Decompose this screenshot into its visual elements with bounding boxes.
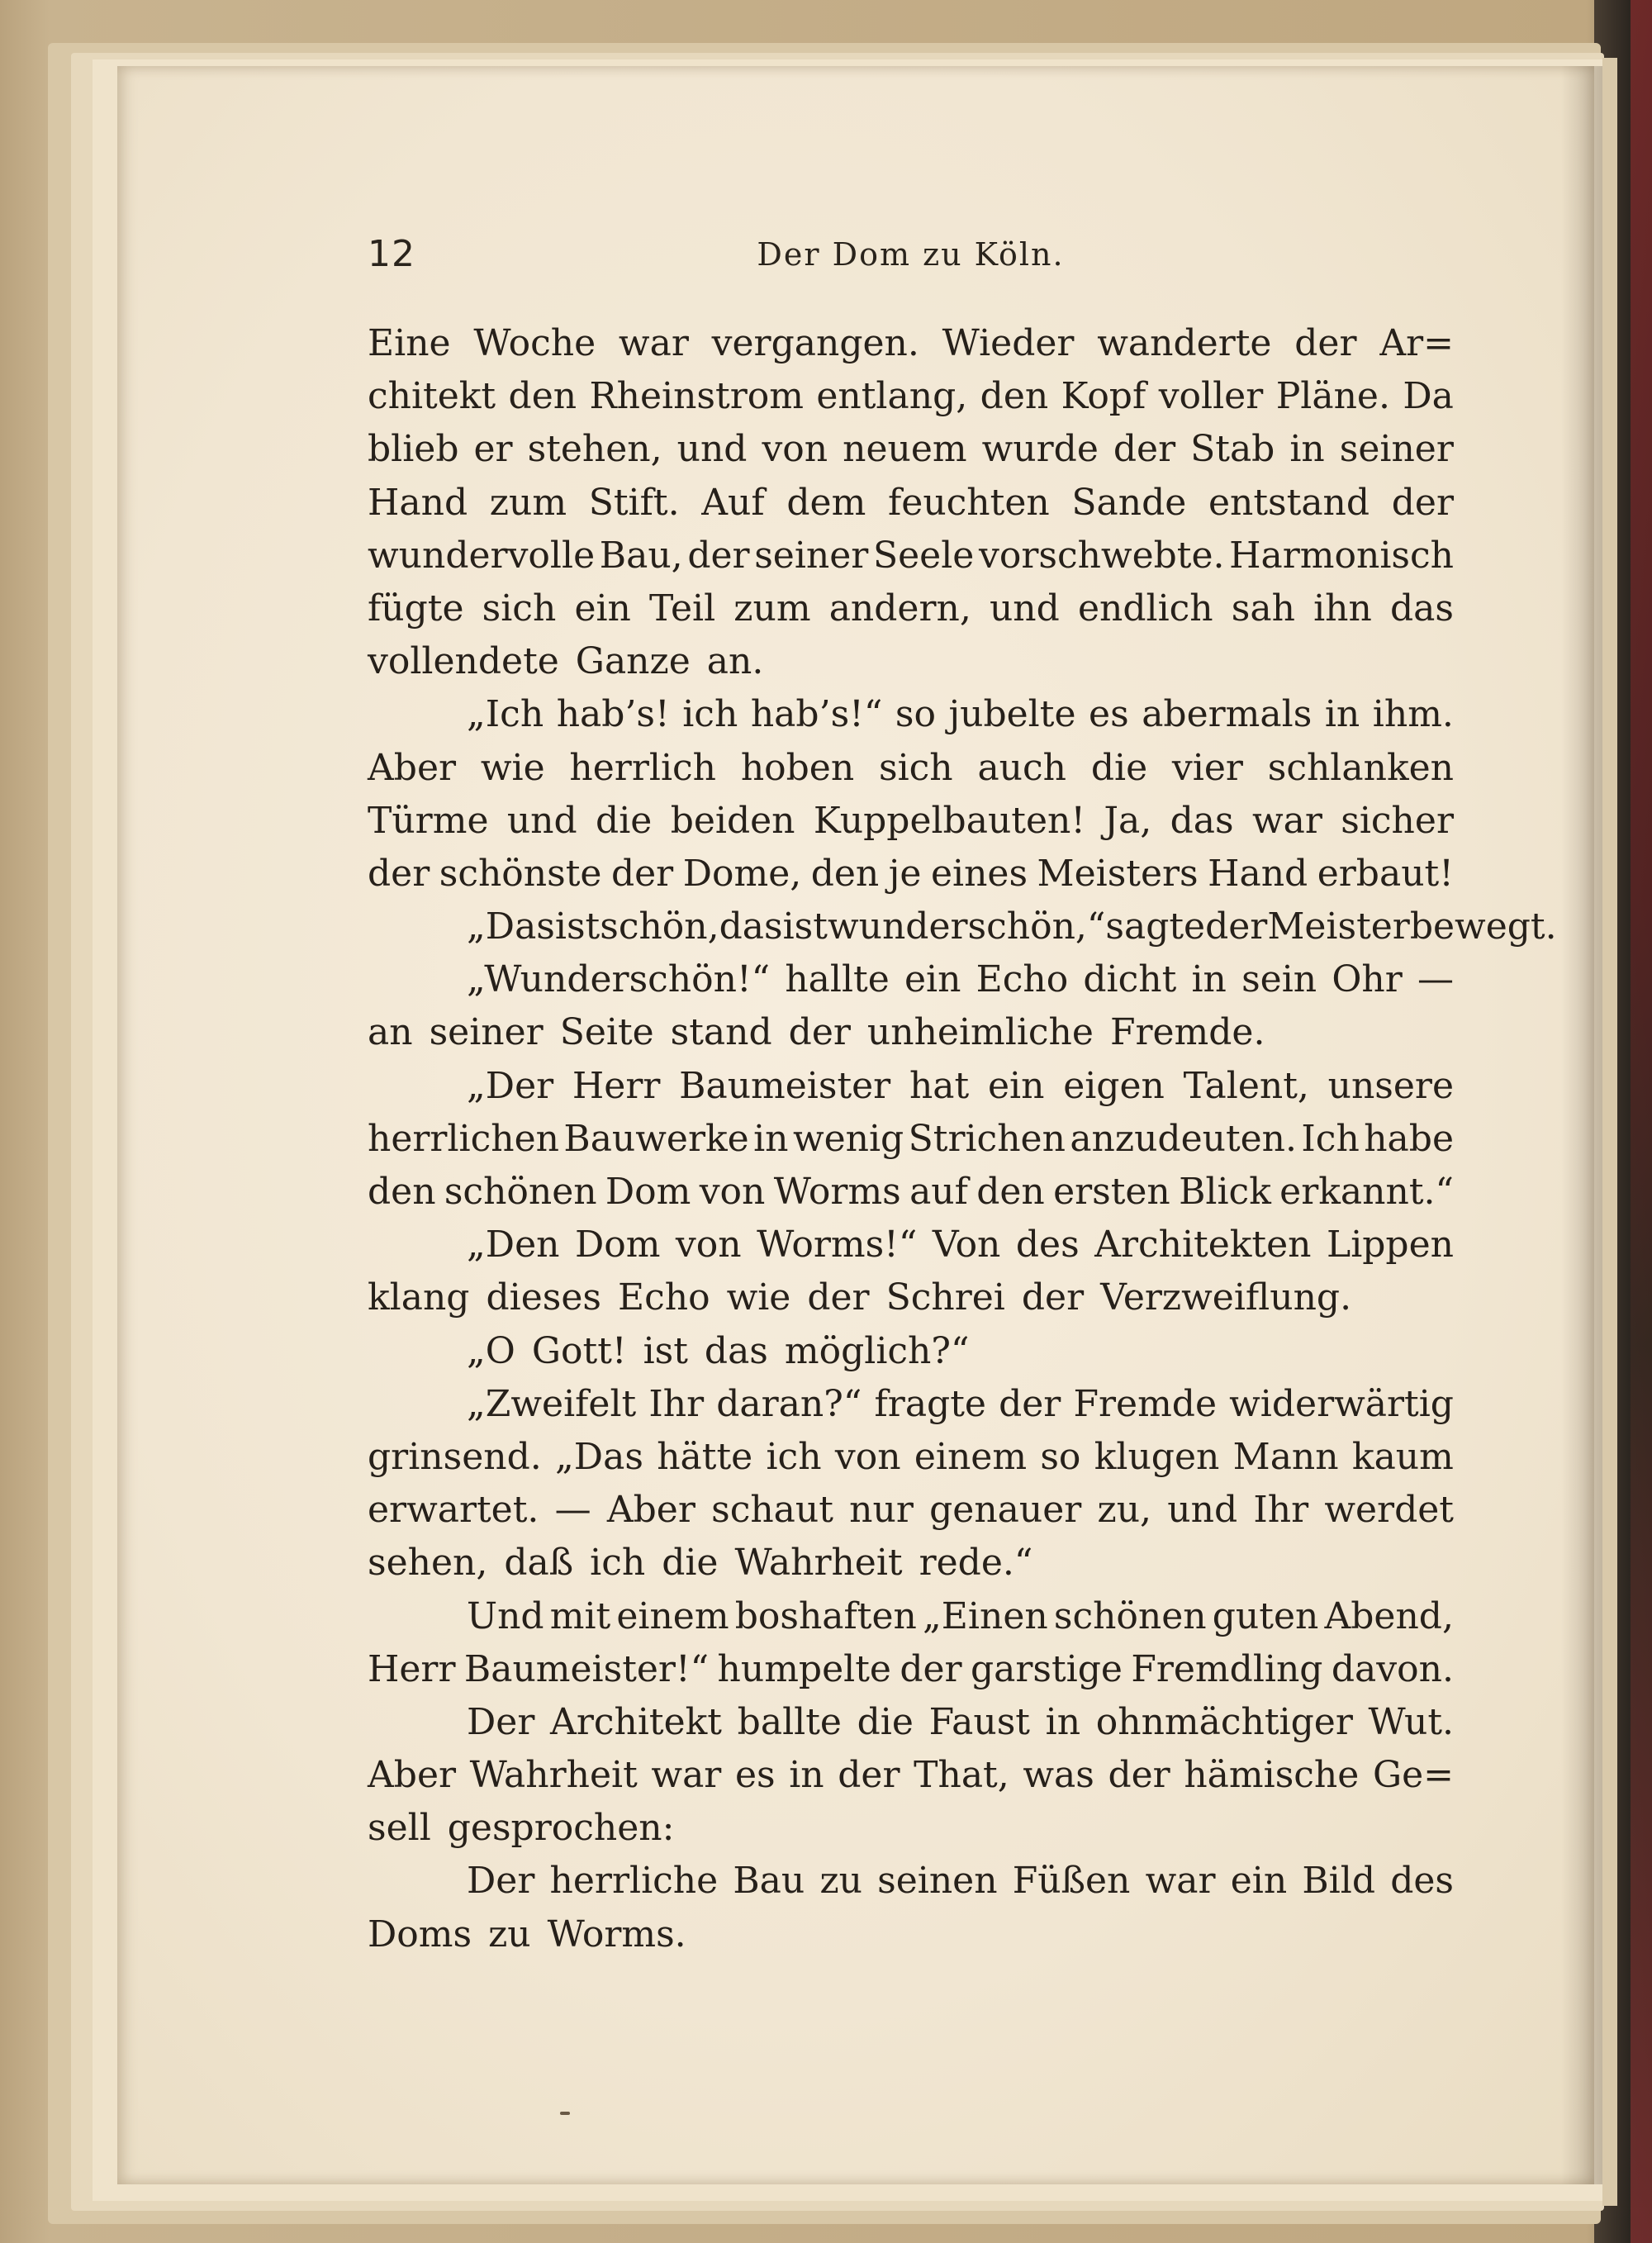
word: es	[734, 1754, 776, 1797]
word: möglich?“	[784, 1329, 970, 1372]
ink-speck	[560, 2112, 570, 2115]
word: in	[1289, 428, 1325, 471]
word: schön,	[600, 905, 719, 948]
facing-page-edge	[1602, 58, 1617, 2206]
page-header	[368, 233, 1454, 283]
word: wenig	[792, 1117, 904, 1160]
word: in	[789, 1754, 824, 1797]
word: Der	[467, 1860, 535, 1903]
word: Der	[467, 1700, 535, 1743]
word: sehen,	[368, 1542, 488, 1585]
word: feuchten	[888, 481, 1050, 524]
text-line	[368, 901, 1557, 953]
word: Pläne.	[1275, 375, 1390, 418]
word: Und	[467, 1594, 544, 1637]
text-line	[368, 1219, 1454, 1271]
page-number: 12	[368, 233, 415, 275]
word: das	[719, 905, 783, 948]
word: und	[989, 587, 1060, 630]
word: wundervolle	[368, 534, 596, 577]
word: daß	[504, 1542, 574, 1585]
text-line	[368, 1855, 1454, 1908]
word: „O	[467, 1329, 515, 1372]
word: Wieder	[942, 322, 1075, 364]
word: sell	[368, 1807, 431, 1850]
word: „Das	[555, 1435, 643, 1478]
word: Hand	[1208, 852, 1308, 895]
word: er	[473, 428, 513, 471]
word: Ihr	[1253, 1489, 1309, 1532]
word: Fremde.	[1109, 1011, 1265, 1054]
word: ihn	[1313, 587, 1372, 630]
word: Ge=	[1372, 1754, 1454, 1797]
word: wanderte	[1097, 322, 1272, 364]
word: Doms	[368, 1913, 472, 1955]
word: Worms	[773, 1171, 901, 1213]
word: ballte	[737, 1700, 842, 1743]
word: ein	[987, 1064, 1045, 1107]
word: was	[1023, 1754, 1094, 1797]
word: Baumeister!“	[463, 1647, 710, 1690]
word: in	[1045, 1700, 1081, 1743]
word: Wahrheit	[734, 1542, 903, 1585]
word: von	[762, 428, 828, 471]
word: Dom	[605, 1171, 691, 1213]
word: —	[1417, 958, 1454, 1001]
word: vier	[1171, 746, 1243, 789]
word: ihm.	[1372, 693, 1454, 736]
word: den	[368, 1171, 436, 1213]
word: das	[1170, 799, 1234, 842]
word: zu	[819, 1860, 862, 1903]
word: der	[1294, 322, 1357, 364]
word: und	[1167, 1489, 1238, 1532]
word: Schrei	[885, 1276, 1005, 1319]
word: habe	[1364, 1117, 1454, 1160]
word: Da	[1403, 375, 1454, 418]
running-head: Der Dom zu Köln.	[757, 236, 1065, 273]
word: der	[1205, 905, 1268, 948]
word: That,	[914, 1754, 1009, 1797]
word: grinsend.	[368, 1435, 542, 1478]
word: Eine	[368, 322, 451, 364]
word: Fremdling	[1131, 1647, 1323, 1690]
word: Herr	[368, 1647, 456, 1690]
word: erkannt.“	[1279, 1171, 1454, 1213]
text-line	[368, 1431, 1454, 1484]
text-line	[368, 370, 1454, 423]
word: genauer	[929, 1489, 1082, 1532]
word: Architekt	[550, 1700, 722, 1743]
word: Bau	[733, 1860, 805, 1903]
word: von	[699, 1171, 766, 1213]
word: „Das	[467, 905, 555, 948]
word: beiden	[670, 799, 795, 842]
word: der	[999, 1382, 1061, 1425]
word: des	[1015, 1224, 1080, 1266]
word: der	[610, 852, 674, 895]
word: je	[888, 852, 922, 895]
word: einem	[616, 1594, 729, 1637]
word: so	[895, 693, 936, 736]
text-line	[368, 477, 1454, 530]
word: Echo	[976, 958, 1069, 1001]
text-line	[368, 1271, 1454, 1324]
word: ersten	[1053, 1171, 1170, 1213]
word: endlich	[1077, 587, 1213, 630]
text-line	[368, 1484, 1454, 1537]
word: humpelte	[717, 1647, 891, 1690]
text-line	[368, 1696, 1454, 1749]
word: der	[838, 1754, 900, 1797]
word: den	[810, 852, 880, 895]
word: Woche	[473, 322, 596, 364]
word: schönen	[1053, 1594, 1207, 1637]
word: sah	[1231, 587, 1295, 630]
word: blieb	[368, 428, 459, 471]
word: Aber	[368, 1754, 457, 1797]
word: Bauwerke	[563, 1117, 749, 1160]
word: entstand	[1208, 481, 1370, 524]
word: mit	[549, 1594, 611, 1637]
word: gesprochen:	[447, 1807, 675, 1850]
text-line	[368, 1749, 1454, 1802]
word: Füßen	[1012, 1860, 1131, 1903]
word: Faust	[928, 1700, 1030, 1743]
word: —	[554, 1489, 591, 1532]
word: nur	[849, 1489, 914, 1532]
word: unsere	[1327, 1064, 1454, 1107]
text-line	[368, 635, 1454, 688]
word: Sande	[1071, 481, 1187, 524]
word: Echo	[617, 1276, 710, 1319]
word: das	[1389, 587, 1454, 630]
word: Fremde	[1073, 1382, 1217, 1425]
word: erbaut!	[1317, 852, 1454, 895]
text-line	[368, 1378, 1454, 1431]
word: seinen	[877, 1860, 998, 1903]
word: „Der	[467, 1064, 554, 1107]
word: den	[980, 375, 1049, 418]
gutter-shadow	[1561, 66, 1602, 2184]
word: zum	[489, 481, 567, 524]
text-line	[368, 530, 1454, 582]
word: Stab	[1190, 428, 1275, 471]
word: vollendete	[368, 640, 559, 683]
word: bewegt.	[1409, 905, 1557, 948]
word: jubelte	[948, 693, 1076, 736]
word: war	[651, 1754, 722, 1797]
word: der	[807, 1276, 870, 1319]
word: schönste	[439, 852, 602, 895]
word: Von	[932, 1224, 1001, 1266]
book-red-edge	[1631, 0, 1652, 2243]
word: erwartet.	[368, 1489, 539, 1532]
word: herrlichen	[368, 1117, 559, 1160]
text-line	[368, 1113, 1454, 1166]
word: den	[976, 1171, 1045, 1213]
word: der	[788, 1011, 851, 1054]
word: „Den	[467, 1224, 560, 1266]
word: zu,	[1097, 1489, 1152, 1532]
word: boshaften	[734, 1594, 917, 1637]
word: ohnmächtiger	[1095, 1700, 1353, 1743]
word: werdet	[1324, 1489, 1454, 1532]
word: fragte	[874, 1382, 986, 1425]
word: Lippen	[1326, 1224, 1454, 1266]
word: Meisters	[1037, 852, 1199, 895]
word: die	[1090, 746, 1148, 789]
word: Architekten	[1094, 1224, 1312, 1266]
word: der	[900, 1647, 962, 1690]
word: hätte	[657, 1435, 753, 1478]
word: ist	[554, 905, 601, 948]
word: entlang,	[816, 375, 968, 418]
word: ein	[1230, 1860, 1288, 1903]
word: herrliche	[549, 1860, 719, 1903]
word: Strichen	[908, 1117, 1066, 1160]
word: Seele	[872, 534, 975, 577]
word: in	[1324, 693, 1360, 736]
text-line	[368, 582, 1454, 635]
word: ich	[682, 693, 738, 736]
word: Meister	[1267, 905, 1410, 948]
word: war	[1251, 799, 1322, 842]
word: kaum	[1351, 1435, 1454, 1478]
word: stehen,	[527, 428, 662, 471]
word: die	[857, 1700, 914, 1743]
word: eines	[930, 852, 1028, 895]
word: so	[1040, 1435, 1081, 1478]
word: der	[368, 852, 430, 895]
word: Verzweiflung.	[1100, 1276, 1352, 1319]
word: Ich	[1301, 1117, 1360, 1160]
word: die	[596, 799, 653, 842]
text-line	[368, 848, 1454, 901]
word: Bau,	[599, 534, 683, 577]
word: unheimliche	[866, 1011, 1094, 1054]
word: eigen	[1063, 1064, 1165, 1107]
word: ein	[904, 958, 961, 1001]
word: Ganze	[575, 640, 691, 683]
word: „Wunderschön!“	[467, 958, 771, 1001]
word: Wut.	[1368, 1700, 1454, 1743]
text-line	[368, 1325, 1454, 1378]
word: zu	[488, 1913, 531, 1955]
text-line	[368, 795, 1454, 848]
word: hab’s!“	[750, 693, 883, 736]
text-line	[368, 423, 1454, 476]
word: dicht	[1083, 958, 1177, 1001]
word: Dome,	[682, 852, 802, 895]
text-line	[368, 1802, 1454, 1855]
word: die	[662, 1542, 719, 1585]
word: sein	[1241, 958, 1317, 1001]
word: hämische	[1184, 1754, 1360, 1797]
word: Herr	[572, 1064, 661, 1107]
word: voller	[1158, 375, 1264, 418]
word: Baumeister	[679, 1064, 891, 1107]
word: Türme	[368, 799, 489, 842]
word: Auf	[701, 481, 765, 524]
word: chitekt	[368, 375, 496, 418]
word: und	[676, 428, 748, 471]
word: widerwärtig	[1229, 1382, 1454, 1425]
word: klang	[368, 1276, 470, 1319]
word: „Zweifelt	[467, 1382, 637, 1425]
text-line	[368, 1908, 1454, 1961]
word: auch	[977, 746, 1067, 789]
word: hab’s!	[556, 693, 670, 736]
word: des	[1390, 1860, 1454, 1903]
text-line	[368, 1166, 1454, 1219]
word: davon.	[1331, 1647, 1454, 1690]
body-text	[368, 317, 1557, 1961]
word: Ohr	[1332, 958, 1403, 1001]
word: abermals	[1142, 693, 1313, 736]
word: fügte	[368, 587, 464, 630]
word: hallte	[785, 958, 890, 1001]
word: Ihr	[648, 1382, 705, 1425]
word: wie	[480, 746, 545, 789]
text-line	[368, 1590, 1454, 1643]
word: Harmonisch	[1229, 534, 1454, 577]
word: Talent,	[1183, 1064, 1309, 1107]
word: „Ich	[467, 693, 544, 736]
word: seiner	[754, 534, 869, 577]
word: daran?“	[716, 1382, 862, 1425]
word: schlanken	[1267, 746, 1454, 789]
word: Seite	[559, 1011, 654, 1054]
word: schaut	[711, 1489, 833, 1532]
text-line	[368, 1060, 1454, 1113]
text-line	[368, 1643, 1454, 1696]
word: dem	[786, 481, 866, 524]
word: schönen	[444, 1171, 597, 1213]
word: Worms!“	[757, 1224, 918, 1266]
word: sich	[482, 587, 557, 630]
word: sich	[879, 746, 953, 789]
word: vorschwebte.	[978, 534, 1225, 577]
word: in	[753, 1117, 789, 1160]
word: den	[508, 375, 577, 418]
word: Stift.	[588, 481, 680, 524]
word: Gott!	[531, 1329, 627, 1372]
word: herrlich	[569, 746, 716, 789]
word: Rheinstrom	[589, 375, 804, 418]
word: neuem	[843, 428, 967, 471]
word: zum	[733, 587, 811, 630]
word: klugen	[1094, 1435, 1220, 1478]
word: wunderschön,“	[827, 905, 1106, 948]
word: war	[1145, 1860, 1216, 1903]
word: vergangen.	[711, 322, 919, 364]
text-line	[368, 688, 1454, 741]
word: Aber	[606, 1489, 695, 1532]
word: an.	[706, 640, 764, 683]
word: Bild	[1302, 1860, 1375, 1903]
word: ich	[590, 1542, 646, 1585]
word: stand	[670, 1011, 772, 1054]
word: der	[1113, 428, 1176, 471]
word: Mann	[1232, 1435, 1339, 1478]
word: andern,	[828, 587, 971, 630]
word: garstige	[970, 1647, 1123, 1690]
word: Abend,	[1324, 1594, 1454, 1637]
word: sagte	[1105, 905, 1206, 948]
word: ist	[782, 905, 828, 948]
word: anzudeuten.	[1070, 1117, 1298, 1160]
word: und	[506, 799, 577, 842]
word: ein	[574, 587, 631, 630]
word: es	[1089, 693, 1129, 736]
word: „Einen	[923, 1594, 1048, 1637]
word: einem	[914, 1435, 1028, 1478]
word: rede.“	[919, 1542, 1033, 1585]
text-line	[368, 1006, 1454, 1059]
word: Aber	[368, 746, 457, 789]
word: der	[1021, 1276, 1085, 1319]
word: an	[368, 1011, 413, 1054]
word: Ja,	[1104, 799, 1152, 842]
word: ich	[766, 1435, 822, 1478]
word: Ar=	[1379, 322, 1454, 364]
text-line	[368, 742, 1454, 795]
word: war	[618, 322, 689, 364]
word: sicher	[1341, 799, 1454, 842]
text-line	[368, 317, 1454, 370]
word: wurde	[981, 428, 1099, 471]
word: Teil	[649, 587, 716, 630]
word: der	[1108, 1754, 1170, 1797]
word: Hand	[368, 481, 468, 524]
word: der	[687, 534, 750, 577]
word: Worms.	[547, 1913, 686, 1955]
word: seiner	[429, 1011, 544, 1054]
word: in	[1191, 958, 1227, 1001]
word: Kuppelbauten!	[813, 799, 1086, 842]
word: Blick	[1179, 1171, 1271, 1213]
word: seiner	[1339, 428, 1454, 471]
word: dieses	[486, 1276, 601, 1319]
word: Kopf	[1061, 375, 1146, 418]
word: von	[675, 1224, 742, 1266]
word: das	[704, 1329, 768, 1372]
word: Wahrheit	[469, 1754, 638, 1797]
word: von	[834, 1435, 901, 1478]
word: der	[1391, 481, 1454, 524]
word: Dom	[574, 1224, 661, 1266]
text-line	[368, 1537, 1454, 1590]
word: wie	[726, 1276, 791, 1319]
word: ist	[643, 1329, 688, 1372]
word: auf	[909, 1171, 968, 1213]
word: guten	[1212, 1594, 1319, 1637]
word: hoben	[740, 746, 855, 789]
text-line	[368, 953, 1454, 1006]
word: hat	[909, 1064, 970, 1107]
